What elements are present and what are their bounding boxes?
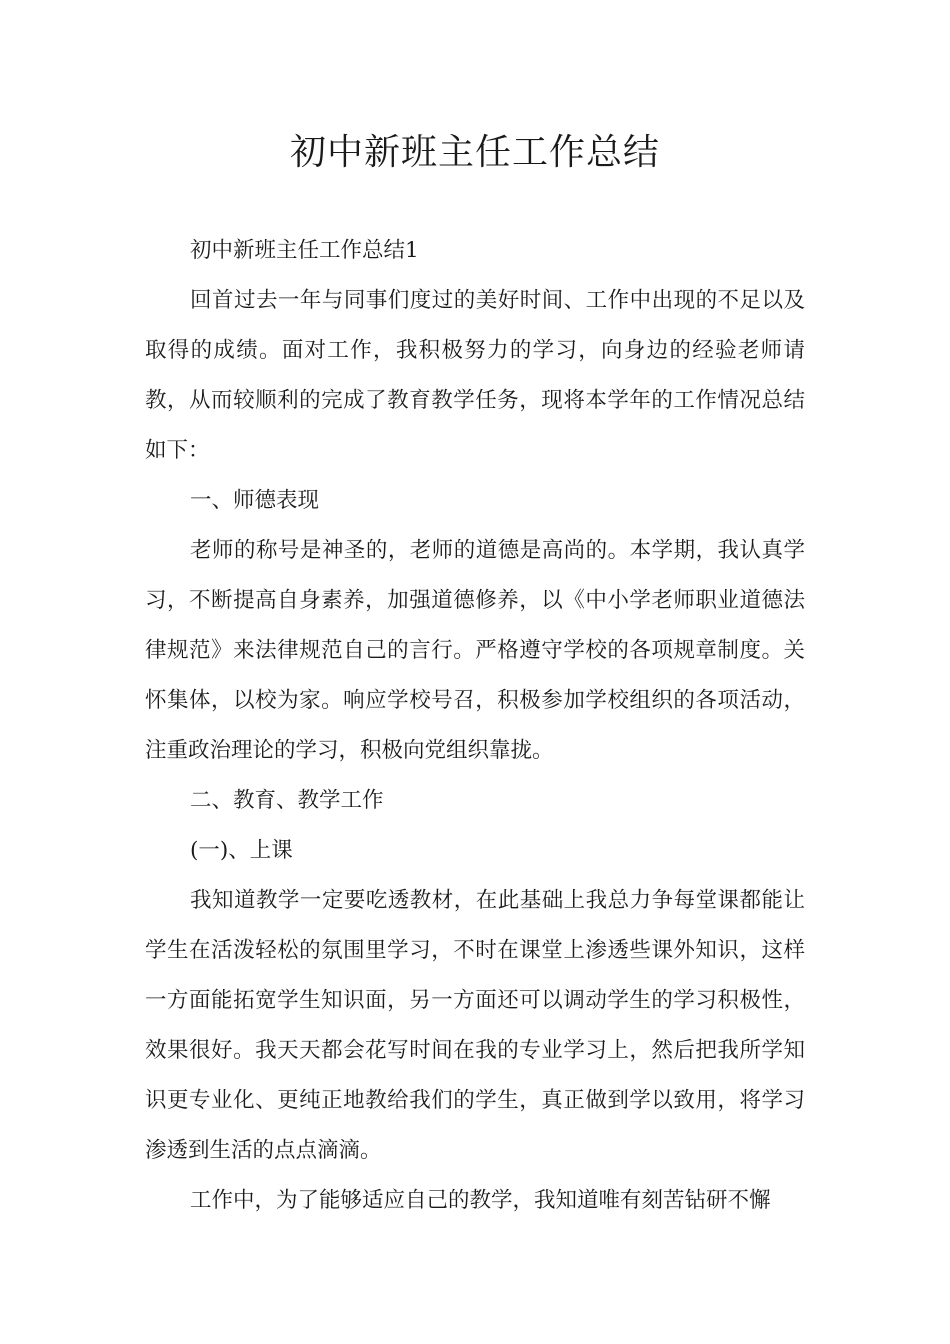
work-paragraph: 工作中，为了能够适应自己的教学，我知道唯有刻苦钻研不懈 — [190, 1188, 771, 1213]
document-title: 初中新班主任工作总结 — [289, 132, 660, 173]
subsection-heading-class: (一)、上课 — [190, 838, 293, 863]
section-heading-1: 初中新班主任工作总结1 — [190, 238, 419, 263]
class-paragraph: 我知道教学一定要吃透教材，在此基础上我总力争每堂课都能让学生在活泼轻松的氛围里学习，不时在课堂上渗透些课外知识，这样一方面能拓宽学生知识面，另一方面还可以调动学生的学习积极性，效果很好。我天天都会花写时间在我的专业学习上，然后把我所学知识更专业化、更纯正地教给我们的学生，真正做到学以致用，将学习渗透到生活的点点滴滴。 — [145, 888, 805, 1163]
intro-paragraph: 回首过去一年与同事们度过的美好时间、工作中出现的不足以及取得的成绩。面对工作，我积极努力的学习，向身边的经验老师请教，从而较顺利的完成了教育教学任务，现将本学年的工作情况总结如下： — [145, 288, 805, 463]
ethics-paragraph: 老师的称号是神圣的，老师的道德是高尚的。本学期，我认真学习，不断提高自身素养，加强道德修养，以《中小学老师职业道德法律规范》来法律规范自己的言行。严格遵守学校的各项规章制度。关怀集体，以校为家。响应学校号召，积极参加学校组织的各项活动，注重政治理论的学习，积极向党组织靠拢。 — [145, 538, 805, 763]
document-body — [145, 226, 805, 1226]
section-heading-teaching: 二、教育、教学工作 — [190, 788, 384, 813]
section-heading-ethics: 一、师德表现 — [190, 488, 320, 513]
